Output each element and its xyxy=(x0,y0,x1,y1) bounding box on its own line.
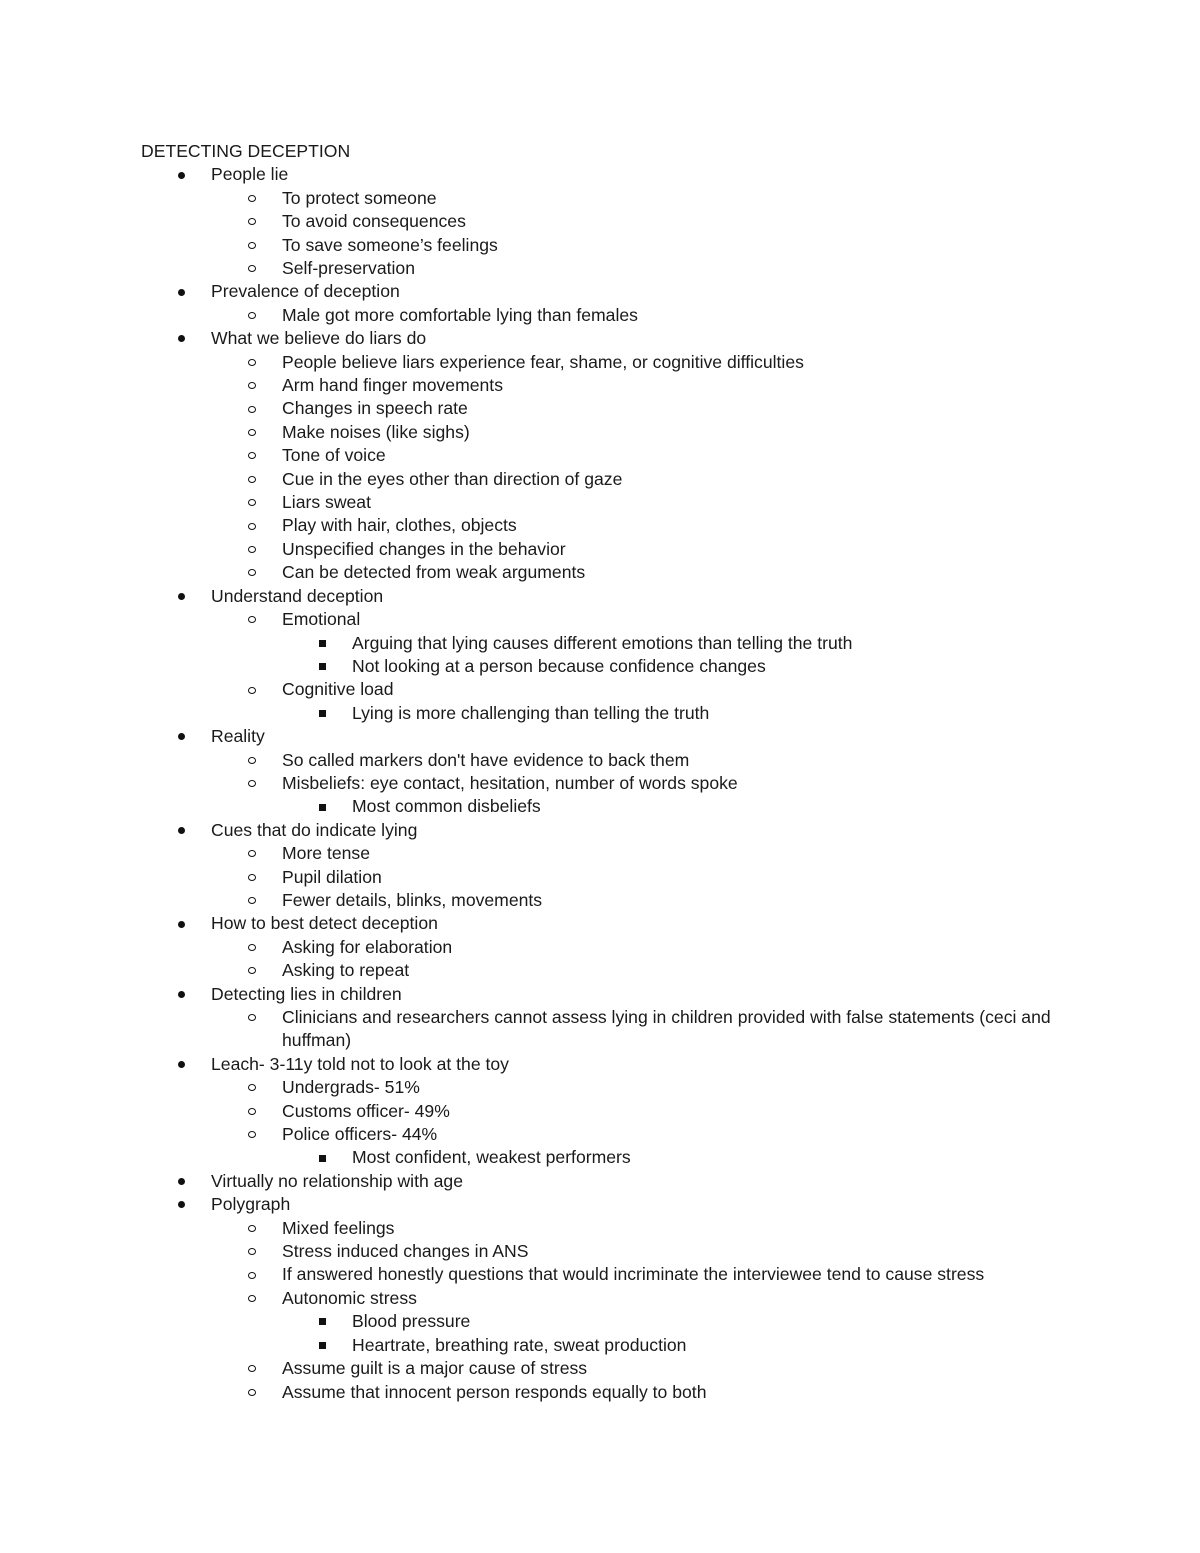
list-item-text: Unspecified changes in the behavior xyxy=(282,538,566,559)
list-item-text: Most common disbeliefs xyxy=(352,796,541,817)
list-item xyxy=(141,1217,1061,1240)
hollow-circle-bullet-icon xyxy=(245,1240,259,1263)
list-item xyxy=(141,397,1061,420)
list-item-text: Pupil dilation xyxy=(282,866,382,887)
list-item-text: Emotional xyxy=(282,609,361,630)
list-item xyxy=(141,912,1061,935)
hollow-circle-bullet-icon xyxy=(245,397,259,420)
hollow-circle-bullet-icon xyxy=(245,1287,259,1310)
hollow-circle-bullet-icon xyxy=(245,468,259,491)
hollow-circle-bullet-icon xyxy=(245,1381,259,1404)
list-item-text: Assume guilt is a major cause of stress xyxy=(282,1358,588,1379)
list-item xyxy=(141,468,1061,491)
list-item xyxy=(141,1381,1061,1404)
list-item xyxy=(141,257,1061,280)
list-item xyxy=(141,1357,1061,1380)
list-item xyxy=(141,374,1061,397)
hollow-circle-bullet-icon xyxy=(245,936,259,959)
list-item xyxy=(141,1053,1061,1076)
filled-square-bullet-icon xyxy=(315,655,329,678)
filled-square-bullet-icon xyxy=(315,1310,329,1333)
list-item xyxy=(141,1334,1061,1357)
hollow-circle-bullet-icon xyxy=(245,959,259,982)
list-item-text: Understand deception xyxy=(211,585,384,606)
list-item xyxy=(141,772,1061,795)
list-item xyxy=(141,1076,1061,1099)
hollow-circle-bullet-icon xyxy=(245,210,259,233)
list-item xyxy=(141,1170,1061,1193)
list-item-text: Cognitive load xyxy=(282,679,394,700)
list-item-text: Virtually no relationship with age xyxy=(211,1170,463,1191)
list-item xyxy=(141,210,1061,233)
list-item xyxy=(141,491,1061,514)
list-item-text: Cues that do indicate lying xyxy=(211,819,418,840)
hollow-circle-bullet-icon xyxy=(245,444,259,467)
bullet-list xyxy=(141,163,1061,1404)
list-item xyxy=(141,959,1061,982)
list-item-text: Prevalence of deception xyxy=(211,281,400,302)
filled-square-bullet-icon xyxy=(315,702,329,725)
list-item xyxy=(141,632,1061,655)
hollow-circle-bullet-icon xyxy=(245,842,259,865)
list-item xyxy=(141,725,1061,748)
list-item xyxy=(141,1146,1061,1169)
list-item xyxy=(141,1240,1061,1263)
list-item-text: To avoid consequences xyxy=(282,211,466,232)
hollow-circle-bullet-icon xyxy=(245,374,259,397)
list-item-text: So called markers don't have evidence to back them xyxy=(282,749,690,770)
list-item-text: Detecting lies in children xyxy=(211,983,402,1004)
list-item-text: Changes in speech rate xyxy=(282,398,468,419)
list-item xyxy=(141,304,1061,327)
list-item-text: Heartrate, breathing rate, sweat production xyxy=(352,1334,687,1355)
filled-circle-bullet-icon xyxy=(174,280,188,303)
list-item xyxy=(141,514,1061,537)
list-item xyxy=(141,585,1061,608)
filled-circle-bullet-icon xyxy=(174,163,188,186)
list-item-text: Most confident, weakest performers xyxy=(352,1147,631,1168)
list-item-text: To protect someone xyxy=(282,187,437,208)
list-item-text: Undergrads- 51% xyxy=(282,1077,420,1098)
filled-circle-bullet-icon xyxy=(174,1053,188,1076)
list-item xyxy=(141,889,1061,912)
hollow-circle-bullet-icon xyxy=(245,889,259,912)
filled-circle-bullet-icon xyxy=(174,585,188,608)
filled-square-bullet-icon xyxy=(315,795,329,818)
list-item xyxy=(141,842,1061,865)
filled-square-bullet-icon xyxy=(315,632,329,655)
list-item-text: If answered honestly questions that would incriminate the interviewee tend to cause stress xyxy=(282,1264,985,1285)
list-item-text: Customs officer- 49% xyxy=(282,1100,450,1121)
document-body xyxy=(141,140,1061,1404)
list-item-text: People believe liars experience fear, shame, or cognitive difficulties xyxy=(282,351,804,372)
page-title: DETECTING DECEPTION xyxy=(141,141,351,161)
list-item xyxy=(141,1006,1061,1053)
hollow-circle-bullet-icon xyxy=(245,1100,259,1123)
list-item xyxy=(141,351,1061,374)
list-item-text: Make noises (like sighs) xyxy=(282,421,470,442)
hollow-circle-bullet-icon xyxy=(245,304,259,327)
list-item xyxy=(141,819,1061,842)
list-item xyxy=(141,1123,1061,1146)
list-item-text: Can be detected from weak arguments xyxy=(282,562,586,583)
list-item xyxy=(141,1193,1061,1216)
list-item-text: Cue in the eyes other than direction of gaze xyxy=(282,468,623,489)
list-item xyxy=(141,1287,1061,1310)
hollow-circle-bullet-icon xyxy=(245,187,259,210)
list-item-text: Autonomic stress xyxy=(282,1287,417,1308)
list-item-text: Leach- 3-11y told not to look at the toy xyxy=(211,1053,509,1074)
filled-circle-bullet-icon xyxy=(174,1193,188,1216)
list-item-text: Polygraph xyxy=(211,1194,291,1215)
list-item-text: Tone of voice xyxy=(282,445,386,466)
list-item-text: What we believe do liars do xyxy=(211,328,427,349)
hollow-circle-bullet-icon xyxy=(245,866,259,889)
hollow-circle-bullet-icon xyxy=(245,421,259,444)
hollow-circle-bullet-icon xyxy=(245,1263,259,1286)
list-item xyxy=(141,655,1061,678)
list-item-text: Not looking at a person because confidence changes xyxy=(352,655,766,676)
list-item xyxy=(141,538,1061,561)
list-item xyxy=(141,983,1061,1006)
filled-square-bullet-icon xyxy=(315,1146,329,1169)
list-item-text: Play with hair, clothes, objects xyxy=(282,515,517,536)
hollow-circle-bullet-icon xyxy=(245,1357,259,1380)
list-item-text: Self-preservation xyxy=(282,258,415,279)
hollow-circle-bullet-icon xyxy=(245,1006,259,1029)
list-item-text: Misbeliefs: eye contact, hesitation, number of words spoke xyxy=(282,772,738,793)
hollow-circle-bullet-icon xyxy=(245,749,259,772)
hollow-circle-bullet-icon xyxy=(245,514,259,537)
list-item xyxy=(141,234,1061,257)
list-item-text: How to best detect deception xyxy=(211,913,438,934)
list-item-text: Arm hand finger movements xyxy=(282,375,503,396)
hollow-circle-bullet-icon xyxy=(245,772,259,795)
list-item-text: Asking to repeat xyxy=(282,960,410,981)
list-item-text: Arguing that lying causes different emotions than telling the truth xyxy=(352,632,853,653)
hollow-circle-bullet-icon xyxy=(245,257,259,280)
list-item xyxy=(141,678,1061,701)
list-item-text: Lying is more challenging than telling the truth xyxy=(352,702,710,723)
filled-circle-bullet-icon xyxy=(174,1170,188,1193)
hollow-circle-bullet-icon xyxy=(245,351,259,374)
filled-square-bullet-icon xyxy=(315,1334,329,1357)
list-item-text: Male got more comfortable lying than females xyxy=(282,304,638,325)
hollow-circle-bullet-icon xyxy=(245,491,259,514)
list-item-text: People lie xyxy=(211,164,289,185)
list-item xyxy=(141,561,1061,584)
list-item xyxy=(141,1263,1061,1286)
list-item xyxy=(141,327,1061,350)
list-item-text: Mixed feelings xyxy=(282,1217,395,1238)
list-item xyxy=(141,702,1061,725)
hollow-circle-bullet-icon xyxy=(245,1123,259,1146)
hollow-circle-bullet-icon xyxy=(245,561,259,584)
filled-circle-bullet-icon xyxy=(174,912,188,935)
filled-circle-bullet-icon xyxy=(174,983,188,1006)
list-item-text: Assume that innocent person responds equally to both xyxy=(282,1381,707,1402)
list-item xyxy=(141,866,1061,889)
list-item-text: Asking for elaboration xyxy=(282,936,453,957)
hollow-circle-bullet-icon xyxy=(245,678,259,701)
list-item-text: Stress induced changes in ANS xyxy=(282,1241,529,1262)
hollow-circle-bullet-icon xyxy=(245,1076,259,1099)
filled-circle-bullet-icon xyxy=(174,725,188,748)
list-item-text: Blood pressure xyxy=(352,1311,471,1332)
list-item xyxy=(141,795,1061,818)
list-item xyxy=(141,444,1061,467)
hollow-circle-bullet-icon xyxy=(245,608,259,631)
list-item-text: Clinicians and researchers cannot assess lying in children provided with false statements (ceci and huffman) xyxy=(282,1007,1051,1051)
list-item-text: Police officers- 44% xyxy=(282,1124,438,1145)
list-item-text: Fewer details, blinks, movements xyxy=(282,889,543,910)
filled-circle-bullet-icon xyxy=(174,327,188,350)
list-item xyxy=(141,280,1061,303)
list-item-text: To save someone’s feelings xyxy=(282,234,498,255)
hollow-circle-bullet-icon xyxy=(245,1217,259,1240)
list-item xyxy=(141,187,1061,210)
list-item xyxy=(141,608,1061,631)
list-item-text: Liars sweat xyxy=(282,492,371,513)
list-item-text: More tense xyxy=(282,843,371,864)
filled-circle-bullet-icon xyxy=(174,819,188,842)
list-item xyxy=(141,163,1061,186)
list-item xyxy=(141,1100,1061,1123)
list-item xyxy=(141,749,1061,772)
list-item xyxy=(141,936,1061,959)
hollow-circle-bullet-icon xyxy=(245,234,259,257)
list-item xyxy=(141,1310,1061,1333)
list-item xyxy=(141,421,1061,444)
hollow-circle-bullet-icon xyxy=(245,538,259,561)
list-item-text: Reality xyxy=(211,726,265,747)
